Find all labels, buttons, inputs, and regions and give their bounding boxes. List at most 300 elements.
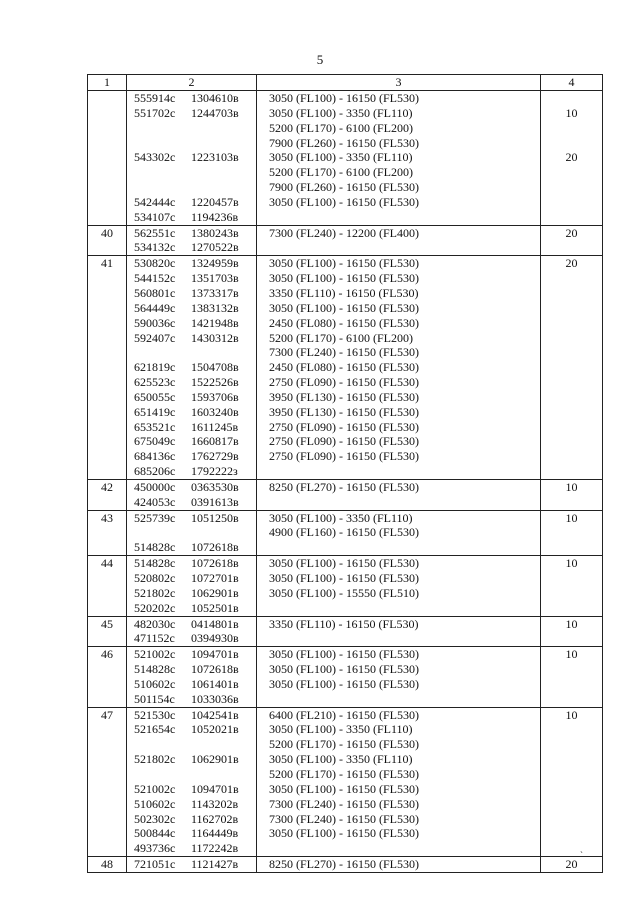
longitude-code: 1164449в [191, 826, 239, 841]
altitude-cell [257, 857, 541, 873]
latitude-code: 653521с [134, 419, 176, 434]
longitude-code: 1220457в [191, 194, 239, 209]
longitude-code: 1052021в [191, 722, 239, 737]
value [541, 525, 602, 540]
value: 10 [565, 556, 578, 571]
table-header-row [88, 75, 603, 91]
pen-mark: ˏ [580, 843, 583, 853]
longitude-code: 0363530в [191, 479, 239, 494]
coordinates-cell [127, 510, 257, 556]
altitude-cell [257, 647, 541, 707]
latitude-code: 564449с [134, 300, 176, 315]
coordinate-line [134, 195, 256, 210]
latitude-code: 450000с [134, 479, 176, 494]
latitude-code: 562551с [134, 225, 176, 240]
value [541, 540, 602, 555]
longitude-code: 1304610в [191, 91, 239, 105]
altitude-range: 3050 (FL100) - 16150 (FL530) [269, 676, 419, 691]
longitude-code: 1762729в [191, 449, 239, 464]
coordinate-line [134, 316, 256, 331]
latitude-code: 521530с [134, 707, 176, 722]
altitude-cell [257, 556, 541, 616]
coordinate-line [134, 271, 256, 286]
value [541, 390, 602, 405]
altitude-range: 5200 (FL170) - 6100 (FL200) [269, 330, 413, 345]
longitude-code: 1611245в [191, 419, 239, 434]
value: 10 [565, 707, 578, 722]
altitude-range: 3050 (FL100) - 16150 (FL530) [269, 662, 419, 677]
header-col-2: 2 [127, 75, 257, 91]
altitude-range: 7300 (FL240) - 16150 (FL530) [269, 796, 419, 811]
altitude-range: 3050 (FL100) - 16150 (FL530) [269, 556, 419, 571]
coordinate-line [134, 752, 256, 767]
altitude-range [269, 495, 540, 510]
coordinate-line [134, 150, 256, 165]
altitude-range: 2750 (FL090) - 16150 (FL530) [269, 419, 419, 434]
longitude-code: 1504708в [191, 360, 239, 375]
latitude-code: 521002с [134, 781, 176, 796]
coordinate-line [134, 647, 256, 662]
value [541, 360, 602, 375]
header-col-4: 4 [541, 75, 603, 91]
coordinate-line [134, 841, 256, 856]
group-number [88, 91, 127, 226]
altitude-range: 3050 (FL100) - 16150 (FL530) [269, 194, 419, 209]
altitude-range: 3050 (FL100) - 16150 (FL530) [269, 256, 419, 271]
altitude-range: 3050 (FL100) - 3350 (FL110) [269, 510, 413, 525]
table-row [88, 707, 603, 856]
latitude-code: 493736с [134, 841, 176, 856]
value-cell [541, 556, 603, 616]
altitude-range [269, 210, 540, 225]
coordinate-line [134, 601, 256, 616]
altitude-range: 8250 (FL270) - 16150 (FL530) [269, 857, 419, 872]
altitude-cell [257, 510, 541, 556]
altitude-range [269, 540, 540, 555]
longitude-code: 1223103в [191, 150, 239, 165]
value [541, 841, 602, 856]
latitude-code: 510602с [134, 796, 176, 811]
value: 10 [565, 510, 578, 525]
coordinate-line [134, 737, 256, 752]
latitude-code: 592407с [134, 330, 176, 345]
coordinates-cell [127, 707, 257, 856]
value [541, 331, 602, 346]
table-row [88, 225, 603, 256]
longitude-code: 1052501в [191, 600, 239, 615]
coordinates-cell [127, 616, 257, 647]
coordinate-line [134, 331, 256, 346]
table-row [88, 256, 603, 480]
altitude-range: 2450 (FL080) - 16150 (FL530) [269, 360, 419, 375]
longitude-code: 1062901в [191, 585, 239, 600]
coordinate-line [134, 677, 256, 692]
latitude-code: 560801с [134, 285, 176, 300]
table-row [88, 91, 603, 226]
value [541, 301, 602, 316]
value-cell [541, 256, 603, 480]
group-number: 44 [88, 556, 127, 616]
value [541, 586, 602, 601]
longitude-code: 1051250в [191, 510, 239, 525]
coordinate-line [134, 586, 256, 601]
latitude-code: 621819с [134, 360, 176, 375]
coordinate-line [134, 210, 256, 225]
value [541, 797, 602, 812]
longitude-code: 1094701в [191, 781, 239, 796]
coordinate-line [134, 767, 256, 782]
value: 10 [565, 647, 578, 662]
group-number: 47 [88, 707, 127, 856]
altitude-range [269, 240, 540, 255]
altitude-cell [257, 616, 541, 647]
altitude-range: 5200 (FL170) - 6100 (FL200) [269, 120, 413, 135]
longitude-code: 1062901в [191, 752, 239, 767]
value [541, 571, 602, 586]
longitude-code: 1072618в [191, 540, 239, 555]
value [541, 434, 602, 449]
latitude-code: 534132с [134, 240, 176, 255]
group-number: 43 [88, 510, 127, 556]
value [541, 210, 602, 225]
coordinate-line [134, 301, 256, 316]
altitude-range [269, 841, 540, 856]
latitude-code: 502302с [134, 811, 176, 826]
coordinate-line [134, 256, 256, 271]
value [541, 121, 602, 136]
longitude-code: 1072618в [191, 662, 239, 677]
coordinate-line [134, 420, 256, 435]
value [541, 375, 602, 390]
page-number: 5 [316, 52, 324, 67]
header-col-3: 3 [257, 75, 541, 91]
longitude-code: 0394930в [191, 631, 239, 646]
value [541, 240, 602, 255]
value: 10 [565, 616, 578, 631]
coordinate-line [134, 405, 256, 420]
value [541, 692, 602, 707]
latitude-code: 520802с [134, 571, 176, 585]
altitude-range: 3050 (FL100) - 16150 (FL530) [269, 300, 419, 315]
value [541, 752, 602, 767]
coordinate-line [134, 617, 256, 632]
coordinate-line [134, 631, 256, 646]
latitude-code: 684136с [134, 449, 176, 464]
latitude-code: 521002с [134, 647, 176, 662]
coordinate-line [134, 121, 256, 136]
value [541, 180, 602, 195]
longitude-code: 1033036в [191, 691, 239, 706]
value: 20 [565, 256, 578, 271]
longitude-code: 0414801в [191, 616, 239, 631]
value: 10 [565, 479, 578, 494]
longitude-code: 1421948в [191, 315, 239, 330]
value [541, 405, 602, 420]
value [541, 286, 602, 301]
altitude-range: 5200 (FL170) - 6100 (FL200) [269, 165, 413, 180]
longitude-code: 1244703в [191, 105, 239, 120]
longitude-code: 1042541в [191, 707, 239, 722]
group-number: 48 [88, 857, 127, 873]
value [541, 737, 602, 752]
latitude-code: 530820с [134, 256, 176, 271]
value [541, 631, 602, 646]
value [541, 91, 602, 106]
altitude-range: 3050 (FL100) - 3350 (FL110) [269, 752, 413, 767]
altitude-range [269, 464, 540, 479]
longitude-code: 1660817в [191, 434, 239, 449]
latitude-code: 514828с [134, 556, 176, 571]
altitude-range: 2750 (FL090) - 16150 (FL530) [269, 434, 419, 449]
value: 20 [565, 857, 578, 872]
altitude-cell [257, 91, 541, 226]
value-cell [541, 647, 603, 707]
longitude-code: 1121427в [191, 857, 239, 872]
group-number: 45 [88, 616, 127, 647]
longitude-code: 1094701в [191, 647, 239, 662]
value [541, 767, 602, 782]
longitude-code: 1061401в [191, 676, 239, 691]
coordinate-line [134, 165, 256, 180]
latitude-code: 482030с [134, 616, 176, 631]
table-row [88, 647, 603, 707]
altitude-range: 3050 (FL100) - 16150 (FL530) [269, 91, 419, 105]
altitude-range: 2450 (FL080) - 16150 (FL530) [269, 315, 419, 330]
table-body [88, 75, 603, 873]
table-row [88, 479, 603, 510]
longitude-code: 1324959в [191, 256, 239, 271]
value [541, 345, 602, 360]
altitude-range: 3050 (FL100) - 16150 (FL530) [269, 271, 419, 286]
coordinate-line [134, 226, 256, 241]
value [541, 826, 602, 841]
altitude-range: 6400 (FL210) - 16150 (FL530) [269, 707, 419, 722]
latitude-code: 521654с [134, 722, 176, 737]
value [541, 782, 602, 797]
latitude-code: 521802с [134, 585, 176, 600]
coordinates-cell [127, 256, 257, 480]
coordinate-line [134, 390, 256, 405]
altitude-range [269, 692, 540, 707]
latitude-code: 424053с [134, 494, 176, 509]
coordinates-cell [127, 225, 257, 256]
latitude-code: 542444с [134, 194, 176, 209]
value [541, 495, 602, 510]
altitude-range: 3950 (FL130) - 16150 (FL530) [269, 404, 419, 419]
latitude-code: 685206с [134, 464, 176, 479]
coordinate-line [134, 495, 256, 510]
altitude-range: 5200 (FL170) - 16150 (FL530) [269, 766, 419, 781]
latitude-code: 510602с [134, 676, 176, 691]
longitude-code: 1380243в [191, 225, 239, 240]
coordinates-cell [127, 479, 257, 510]
table-row [88, 857, 603, 873]
coordinate-line [134, 240, 256, 255]
value: 10 [565, 105, 578, 120]
altitude-range: 4900 (FL160) - 16150 (FL530) [269, 525, 419, 540]
coordinate-line [134, 556, 256, 571]
header-col-1: 1 [88, 75, 127, 91]
coordinate-line [134, 345, 256, 360]
altitude-range: 3050 (FL100) - 16150 (FL530) [269, 826, 419, 841]
coordinate-line [134, 662, 256, 677]
altitude-cell [257, 256, 541, 480]
coordinate-line [134, 540, 256, 555]
latitude-code: 590036с [134, 315, 176, 330]
latitude-code: 520202с [134, 600, 176, 615]
coordinate-line [134, 525, 256, 540]
altitude-cell [257, 479, 541, 510]
coordinate-line [134, 511, 256, 526]
latitude-code: 543302с [134, 150, 176, 165]
longitude-code: 1603240в [191, 404, 239, 419]
altitude-range: 3050 (FL100) - 3350 (FL110) [269, 105, 413, 120]
coordinate-line [134, 857, 256, 872]
latitude-code: 521802с [134, 752, 176, 767]
latitude-code: 514828с [134, 662, 176, 677]
longitude-code: 1593706в [191, 389, 239, 404]
altitude-range: 2750 (FL090) - 16150 (FL530) [269, 375, 419, 390]
altitude-cell [257, 225, 541, 256]
altitude-range: 3050 (FL100) - 3350 (FL110) [269, 722, 413, 737]
longitude-code: 0391613в [191, 494, 239, 509]
coordinate-line [134, 180, 256, 195]
latitude-code: 625523с [134, 375, 176, 390]
altitude-range: 3050 (FL100) - 16150 (FL530) [269, 781, 419, 796]
longitude-code: 1072618в [191, 556, 239, 571]
latitude-code: 555914с [134, 91, 176, 105]
longitude-code: 1162702в [191, 811, 239, 826]
coordinates-cell [127, 647, 257, 707]
altitude-range: 3050 (FL100) - 3350 (FL110) [269, 150, 413, 165]
latitude-code: 650055с [134, 389, 176, 404]
latitude-code: 721051с [134, 857, 176, 872]
longitude-code: 1072701в [191, 571, 239, 585]
coordinate-line [134, 375, 256, 390]
altitude-range: 3050 (FL100) - 16150 (FL530) [269, 647, 419, 662]
altitude-range: 2750 (FL090) - 16150 (FL530) [269, 449, 419, 464]
value [541, 662, 602, 677]
altitude-range: 3050 (FL100) - 16150 (FL530) [269, 571, 419, 585]
coordinate-line [134, 708, 256, 723]
longitude-code: 1430312в [191, 330, 239, 345]
latitude-code: 551702с [134, 105, 176, 120]
value-cell [541, 225, 603, 256]
coordinate-line [134, 692, 256, 707]
value [541, 449, 602, 464]
value [541, 464, 602, 479]
coordinate-line [134, 571, 256, 586]
coordinate-line [134, 136, 256, 151]
altitude-cell [257, 707, 541, 856]
altitude-range: 7900 (FL260) - 16150 (FL530) [269, 180, 419, 195]
latitude-code: 525739с [134, 510, 176, 525]
coordinate-line [134, 360, 256, 375]
value-cell [541, 616, 603, 647]
altitude-range: 3050 (FL100) - 15550 (FL510) [269, 585, 419, 600]
value-cell [541, 91, 603, 226]
value-cell [541, 857, 603, 873]
altitude-range: 8250 (FL270) - 16150 (FL530) [269, 479, 419, 494]
value: 20 [565, 225, 578, 240]
latitude-code: 500844с [134, 826, 176, 841]
coordinates-cell [127, 556, 257, 616]
value [541, 136, 602, 151]
latitude-code: 675049с [134, 434, 176, 449]
coordinates-cell [127, 857, 257, 873]
longitude-code: 1270522в [191, 240, 239, 255]
value [541, 601, 602, 616]
coordinate-line [134, 286, 256, 301]
latitude-code: 501154с [134, 691, 175, 706]
latitude-code: 651419с [134, 404, 176, 419]
altitude-range: 3350 (FL110) - 16150 (FL530) [269, 285, 419, 300]
coordinate-line [134, 797, 256, 812]
latitude-code: 544152с [134, 271, 176, 286]
longitude-code: 1143202в [191, 796, 239, 811]
group-number: 41 [88, 256, 127, 480]
airspace-table [87, 74, 603, 873]
latitude-code: 514828с [134, 540, 176, 555]
altitude-range: 7300 (FL240) - 16150 (FL530) [269, 345, 419, 360]
coordinate-line [134, 826, 256, 841]
longitude-code: 1792222з [191, 464, 238, 479]
coordinate-line [134, 434, 256, 449]
table-row [88, 616, 603, 647]
longitude-code: 1351703в [191, 271, 239, 286]
coordinate-line [134, 449, 256, 464]
altitude-range [269, 601, 540, 616]
table-row [88, 556, 603, 616]
coordinate-line [134, 782, 256, 797]
altitude-range: 7300 (FL240) - 16150 (FL530) [269, 811, 419, 826]
coordinate-line [134, 812, 256, 827]
value: 20 [565, 150, 578, 165]
group-number: 42 [88, 479, 127, 510]
altitude-range: 7900 (FL260) - 16150 (FL530) [269, 135, 419, 150]
coordinate-line [134, 91, 256, 106]
longitude-code: 1194236в [191, 209, 239, 224]
coordinate-line [134, 464, 256, 479]
value [541, 271, 602, 286]
coordinates-cell [127, 91, 257, 226]
altitude-range: 7300 (FL240) - 12200 (FL400) [269, 225, 419, 240]
value [541, 420, 602, 435]
value [541, 316, 602, 331]
longitude-code: 1172242в [191, 841, 239, 856]
value [541, 165, 602, 180]
altitude-range: 5200 (FL170) - 16150 (FL530) [269, 737, 419, 752]
longitude-code: 1373317в [191, 285, 239, 300]
latitude-code: 471152с [134, 631, 175, 646]
coordinate-line [134, 106, 256, 121]
coordinate-line [134, 480, 256, 495]
value-cell [541, 707, 603, 856]
value [541, 677, 602, 692]
longitude-code: 1383132в [191, 300, 239, 315]
value [541, 195, 602, 210]
table-row [88, 510, 603, 556]
value [541, 722, 602, 737]
coordinate-line [134, 722, 256, 737]
value-cell [541, 479, 603, 510]
value-cell [541, 510, 603, 556]
latitude-code: 534107с [134, 209, 176, 224]
value [541, 812, 602, 827]
altitude-range: 3950 (FL130) - 16150 (FL530) [269, 389, 419, 404]
longitude-code: 1522526в [191, 375, 239, 390]
group-number: 46 [88, 647, 127, 707]
